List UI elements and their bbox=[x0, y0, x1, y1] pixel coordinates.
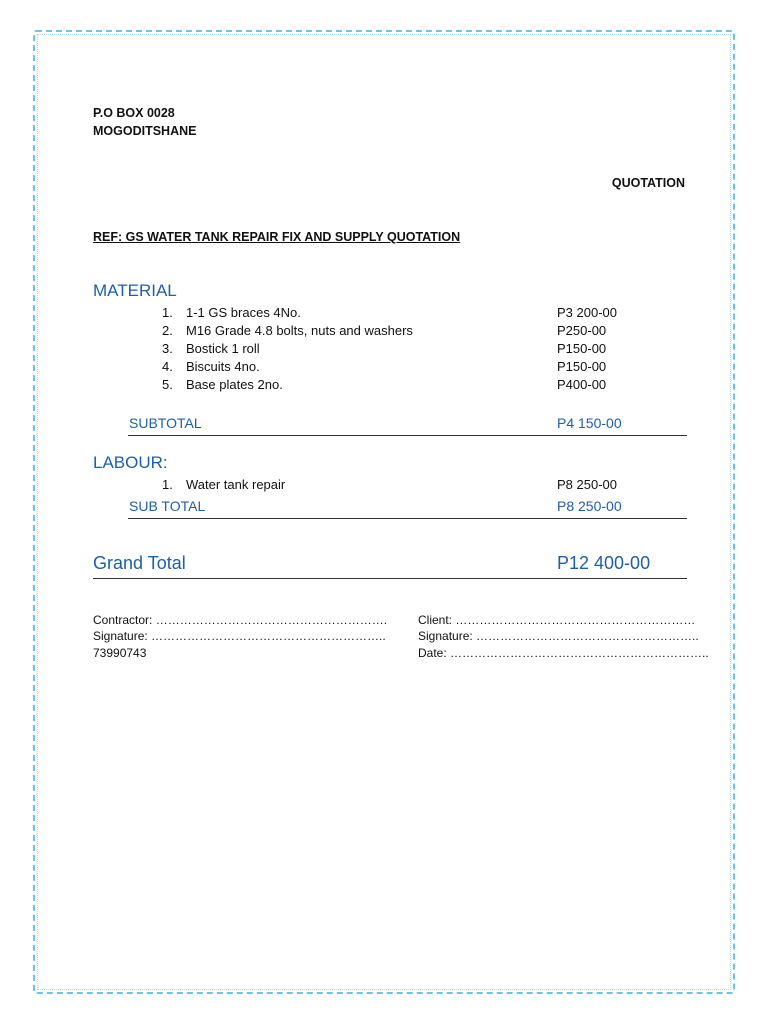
item-description: Biscuits 4no. bbox=[186, 359, 260, 374]
material-subtotal-value: P4 150-00 bbox=[557, 415, 622, 431]
item-description: 1-1 GS braces 4No. bbox=[186, 305, 301, 320]
contractor-phone: 73990743 bbox=[93, 646, 147, 660]
item-number: 1. bbox=[162, 305, 173, 320]
grand-total-rule bbox=[93, 578, 687, 579]
material-heading: MATERIAL bbox=[93, 281, 177, 300]
client-line: Client: …………………………………………………… bbox=[418, 613, 696, 627]
item-price: P8 250-00 bbox=[557, 477, 617, 492]
contractor-signature-line: Signature: ………………………………………………….. bbox=[93, 629, 386, 643]
item-description: Water tank repair bbox=[186, 477, 286, 492]
item-number: 4. bbox=[162, 359, 173, 374]
grand-total-value: P12 400-00 bbox=[557, 553, 651, 573]
item-number: 2. bbox=[162, 323, 173, 338]
contractor-line: Contractor: …………………………………………………. bbox=[93, 613, 388, 627]
item-description: Bostick 1 roll bbox=[186, 341, 260, 356]
client-signature-line: Signature: ……………………………………………….. bbox=[418, 629, 699, 643]
labour-subtotal-rule bbox=[128, 518, 687, 519]
item-description: Base plates 2no. bbox=[186, 377, 283, 392]
item-number: 3. bbox=[162, 341, 173, 356]
item-price: P3 200-00 bbox=[557, 305, 617, 320]
address-line-1: P.O BOX 0028 bbox=[93, 106, 175, 120]
item-description: M16 Grade 4.8 bolts, nuts and washers bbox=[186, 323, 413, 338]
material-subtotal-label: SUBTOTAL bbox=[129, 415, 202, 431]
labour-subtotal-value: P8 250-00 bbox=[557, 498, 622, 514]
material-subtotal-rule bbox=[128, 435, 687, 436]
item-number: 1. bbox=[162, 477, 173, 492]
reference-line: REF: GS WATER TANK REPAIR FIX AND SUPPLY QUOTATION bbox=[93, 230, 461, 244]
date-line: Date: ……………………………………………………….. bbox=[418, 646, 709, 660]
item-price: P250-00 bbox=[557, 323, 607, 338]
address-line-2: MOGODITSHANE bbox=[93, 124, 197, 138]
labour-heading: LABOUR: bbox=[93, 453, 168, 472]
labour-subtotal-label: SUB TOTAL bbox=[129, 498, 206, 514]
grand-total-label: Grand Total bbox=[93, 553, 186, 573]
item-price: P150-00 bbox=[557, 359, 607, 374]
item-price: P400-00 bbox=[557, 377, 607, 392]
item-price: P150-00 bbox=[557, 341, 607, 356]
item-number: 5. bbox=[162, 377, 173, 392]
document-type: QUOTATION bbox=[611, 176, 685, 190]
